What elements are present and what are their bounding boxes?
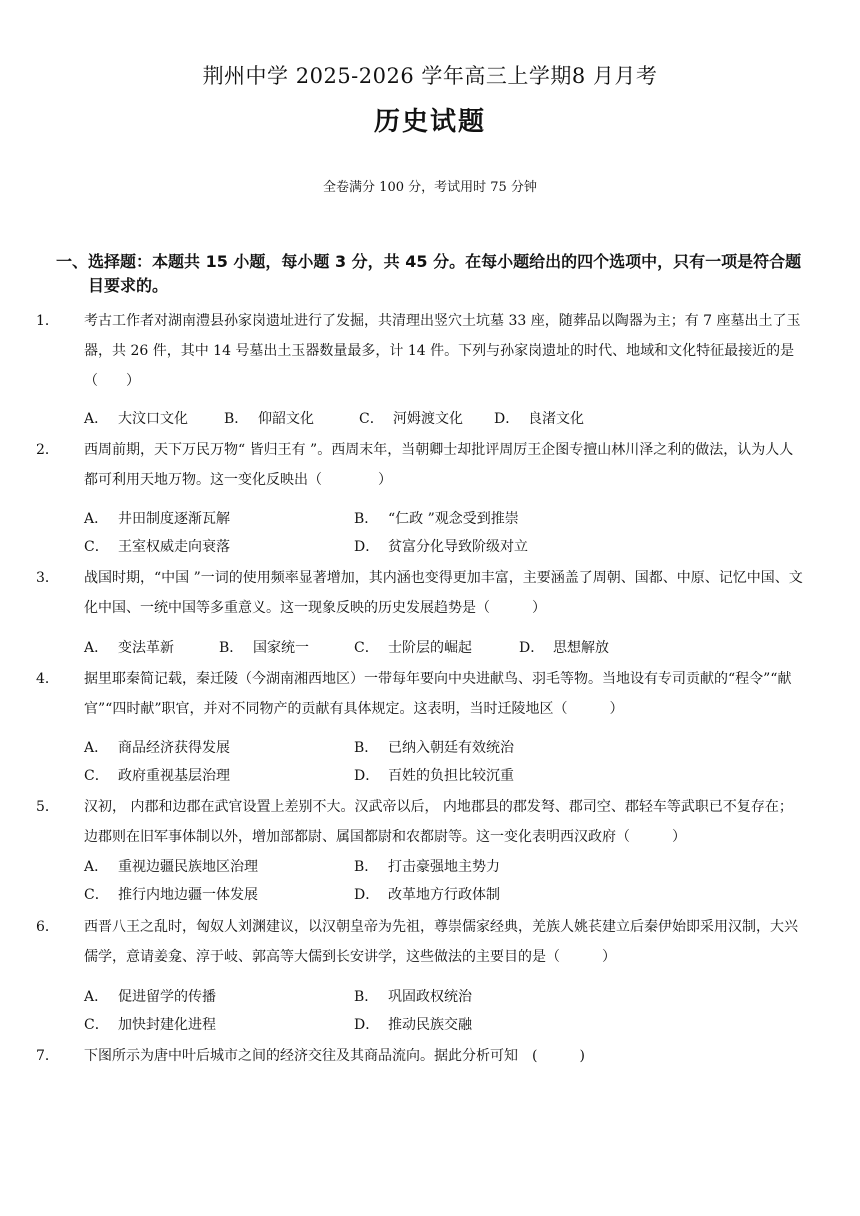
option-a[interactable]: A． 促进留学的传播 [84, 989, 216, 1005]
question-4-options [84, 734, 804, 790]
question-number: 2． [36, 442, 59, 458]
option-c[interactable]: C． 河姆渡文化 [359, 411, 463, 427]
option-c[interactable]: C． 政府重视基层治理 [84, 768, 230, 784]
option-c[interactable]: C． 推行内地边疆一体发展 [84, 887, 258, 903]
question-number: 5． [36, 799, 59, 815]
question-1 [36, 306, 806, 396]
option-b[interactable]: B． 打击豪强地主势力 [354, 859, 500, 875]
question-number: 6． [36, 919, 59, 935]
question-3-options [84, 634, 804, 662]
option-d[interactable]: D． 思想解放 [519, 640, 609, 656]
question-text: 下图所示为唐中叶后城市之间的经济交往及其商品流向。据此分析可知 ( ) [84, 1048, 585, 1064]
question-number: 1． [36, 313, 59, 329]
option-c[interactable]: C． 士阶层的崛起 [354, 640, 472, 656]
option-a[interactable]: A． 变法革新 [84, 640, 174, 656]
question-4 [36, 664, 806, 724]
subject-title: 历史试题 [373, 107, 486, 137]
question-text: 汉初， 内郡和边郡在武官设置上差别不大。汉武帝以后， 内地郡县的郡发弩、郡司空、郡轻车等武职已不复存在；边郡则在旧军事体制以外，增加部都尉、属国都尉和农都尉等。这一变化表明西汉政府（ ） [84, 799, 793, 845]
question-7 [36, 1041, 806, 1071]
option-b[interactable]: B． 国家统一 [219, 640, 309, 656]
option-b[interactable]: B． 已纳入朝廷有效统治 [354, 740, 514, 756]
question-5-options [84, 853, 804, 909]
question-1-options [84, 405, 804, 433]
option-a[interactable]: A． 大汶口文化 [84, 411, 188, 427]
option-b[interactable]: B． 巩固政权统治 [354, 989, 472, 1005]
question-6 [36, 912, 806, 972]
option-c[interactable]: C． 加快封建化进程 [84, 1017, 216, 1033]
option-c[interactable]: C． 王室权威走向衰落 [84, 539, 230, 555]
question-number: 3． [36, 570, 59, 586]
option-d[interactable]: D． 贫富分化导致阶级对立 [354, 539, 528, 555]
question-number: 7． [36, 1048, 59, 1064]
option-a[interactable]: A． 商品经济获得发展 [84, 740, 230, 756]
option-a[interactable]: A． 井田制度逐渐瓦解 [84, 511, 230, 527]
question-number: 4． [36, 671, 59, 687]
section-heading: 一、选择题：本题共 15 小题，每小题 3 分，共 45 分。在每小题给出的四个选项中，只有一项是符合题目要求的。 [56, 252, 802, 295]
option-d[interactable]: D． 良渚文化 [494, 411, 584, 427]
question-2-options [84, 505, 804, 561]
question-6-options [84, 983, 804, 1039]
question-text: 战国时期，“中国 ”一词的使用频率显著增加，其内涵也变得更加丰富，主要涵盖了周朝、国都、中原、记忆中国、文化中国、一统中国等多重意义。这一现象反映的历史发展趋势是（ ） [84, 570, 803, 616]
option-d[interactable]: D． 推动民族交融 [354, 1017, 472, 1033]
option-b[interactable]: B． “仁政 ”观念受到推崇 [354, 511, 519, 527]
question-2 [36, 435, 806, 495]
question-3 [36, 563, 806, 623]
option-d[interactable]: D． 改革地方行政体制 [354, 887, 500, 903]
question-text: 考古工作者对湖南澧县孙家岗遗址进行了发掘，共清理出竖穴土坑墓 33 座，随葬品以陶器为主；有 7 座墓出土了玉器，共 26 件，其中 14 号墓出土玉器数量最多，计 14 件。下列与孙家岗遗址的时代、地域和文化特征最接近的是（ ） [84, 313, 801, 389]
option-b[interactable]: B． 仰韶文化 [224, 411, 314, 427]
question-text: 西晋八王之乱时，匈奴人刘渊建议，以汉朝皇帝为先祖，尊崇儒家经典，羌族人姚苌建立后秦伊始即采用汉制，大兴儒学，意请姜龛、淳于岐、郭高等大儒到长安讲学，这些做法的主要目的是（ ） [84, 919, 798, 965]
question-text: 据里耶秦简记载，秦迁陵（今湖南湘西地区）一带每年要向中央进献鸟、羽毛等物。当地设有专司贡献的“程令”“献官”“四时献”职官，并对不同物产的贡献有具体规定。这表明，当时迁陵地区（ ） [84, 671, 792, 717]
question-text: 西周前期，天下万民万物“ 皆归王有 ”。西周末年，当朝卿士却批评周厉王企图专擅山林川泽之利的做法，认为人人都可利用天地万物。这一变化反映出（ ） [84, 442, 794, 488]
question-5 [36, 792, 806, 852]
option-d[interactable]: D． 百姓的负担比较沉重 [354, 768, 514, 784]
exam-title: 荆州中学 2025-2026 学年高三上学期8 月月考 [202, 64, 658, 88]
exam-info: 全卷满分 100 分，考试用时 75 分钟 [323, 180, 537, 195]
option-a[interactable]: A． 重视边疆民族地区治理 [84, 859, 258, 875]
